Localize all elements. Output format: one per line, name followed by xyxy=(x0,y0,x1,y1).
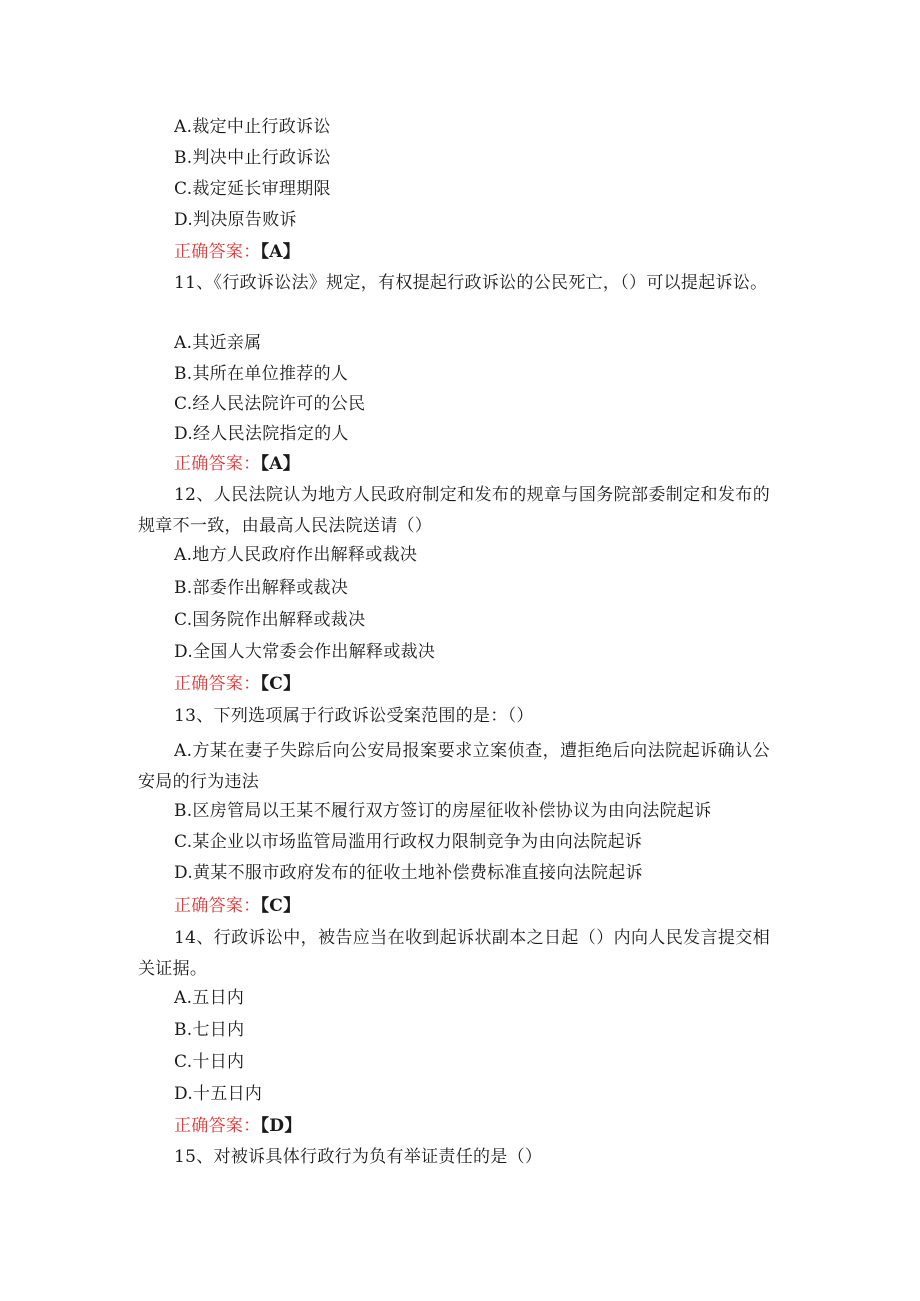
q12-answer xyxy=(174,673,300,695)
q15-stem: 15、对被诉具体行政行为负有举证责任的是（） xyxy=(174,1147,543,1167)
q13-option-a: A.方某在妻子失踪后向公安局报案要求立案侦查，遭拒绝后向法院起诉确认公安局的行为违法 xyxy=(138,741,770,792)
answer-value: 【D】 xyxy=(260,1116,302,1136)
answer-value: 【A】 xyxy=(260,454,301,474)
q12-stem: 12、人民法院认为地方人民政府制定和发布的规章与国务院部委制定和发布的规章不一致，由最高人民法院送请（） xyxy=(138,485,770,536)
q10-option-b: B.判决中止行政诉讼 xyxy=(174,148,331,168)
q13-answer xyxy=(174,895,300,917)
q12-option-d: D.全国人大常委会作出解释或裁决 xyxy=(174,642,436,662)
q10-option-a: A.裁定中止行政诉讼 xyxy=(174,117,331,137)
q12-option-b: B.部委作出解释或裁决 xyxy=(174,578,349,598)
q11-option-d: D.经人民法院指定的人 xyxy=(174,424,349,444)
answer-label: 正确答案： xyxy=(174,896,261,916)
q10-option-c: C.裁定延长审理期限 xyxy=(174,179,331,199)
answer-label: 正确答案： xyxy=(174,1116,261,1136)
q14-option-c: C.十日内 xyxy=(174,1052,245,1072)
answer-label: 正确答案： xyxy=(174,674,261,694)
answer-value: 【C】 xyxy=(260,674,301,694)
answer-value: 【A】 xyxy=(260,242,301,262)
q10-answer xyxy=(174,241,300,263)
q11-answer xyxy=(174,453,300,475)
q14-stem: 14、行政诉讼中，被告应当在收到起诉状副本之日起（）内向人民发言提交相关证据。 xyxy=(138,928,770,979)
answer-label: 正确答案： xyxy=(174,454,261,474)
q11-stem: 11、《行政诉讼法》规定，有权提起行政诉讼的公民死亡，（）可以提起诉讼。 xyxy=(174,273,768,293)
q13-stem: 13、下列选项属于行政诉讼受案范围的是：（） xyxy=(174,706,534,726)
q12-option-c: C.国务院作出解释或裁决 xyxy=(174,610,366,630)
q10-option-d: D.判决原告败诉 xyxy=(174,210,297,230)
q11-option-c: C.经人民法院许可的公民 xyxy=(174,394,366,414)
q11-option-a: A.其近亲属 xyxy=(174,333,262,353)
q14-option-a: A.五日内 xyxy=(174,988,245,1008)
answer-value: 【C】 xyxy=(260,896,301,916)
q12-option-a: A.地方人民政府作出解释或裁决 xyxy=(174,545,418,565)
q14-option-b: B.七日内 xyxy=(174,1020,245,1040)
q13-option-d: D.黄某不服市政府发布的征收土地补偿费标准直接向法院起诉 xyxy=(174,863,643,883)
q14-answer xyxy=(174,1115,302,1137)
q14-option-d: D.十五日内 xyxy=(174,1084,263,1104)
q11-option-b: B.其所在单位推荐的人 xyxy=(174,364,349,384)
q13-option-b: B.区房管局以王某不履行双方签订的房屋征收补偿协议为由向法院起诉 xyxy=(174,801,712,821)
answer-label: 正确答案： xyxy=(174,242,261,262)
q13-option-c: C.某企业以市场监管局滥用行政权力限制竞争为由向法院起诉 xyxy=(174,832,643,852)
